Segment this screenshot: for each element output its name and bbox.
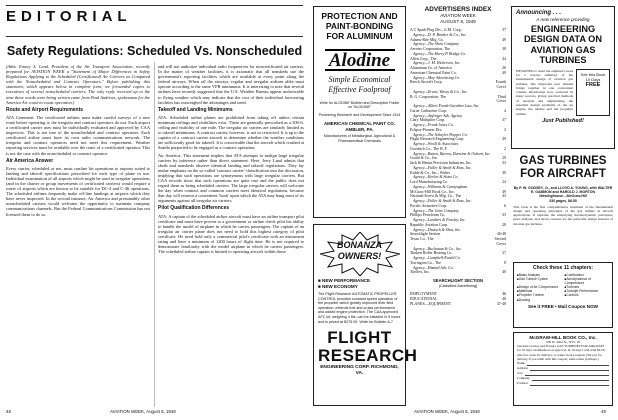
advertiser-page: 43 (502, 194, 506, 199)
chapter-item: ■ Materials (517, 289, 562, 293)
section-heading: EDITORIAL (6, 8, 132, 25)
advertiser-name: PLANES—EQUIPMENT (410, 301, 452, 306)
paragraph: ATA: A captain of the scheduled airline aircraft must have an airline transport pilot certificate and must have proven to a government or airline check pilot his ability to handle the model of airplane in which he carries passengers. The captain of an irregular air carrier plane does not need to hold this highest category of pilot certificate. He need hold only a commercial pilot's certificate with an instrument rating and have a minimum of 1200 hours of flight time. He is not required to demonstrate familiarity with the model airplane in which he carries passengers. The scheduled airline captain is limited to operating aircraft within those (158, 213, 304, 255)
free-box-line1: See this Book (580, 71, 606, 77)
advertiser-page: 49 (502, 137, 506, 142)
advertiser-name: Agency—J. M. Hickerson, Inc. (413, 61, 461, 66)
folio-text-right: AVIATION WEEK, August 8, 1949 (414, 409, 480, 414)
advertiser-name: Agency—Deutsch & Shea, Inc. (413, 227, 462, 232)
checklist-grid (517, 273, 609, 302)
coupon-field-line[interactable] (530, 381, 609, 386)
advertiser-name: Agency—The Schuyler Hopper Co. (413, 132, 468, 137)
advertiser-name: National Screw & Mfg. Co., The (410, 194, 462, 199)
advertiser-page: 26 (502, 66, 506, 70)
advertiser-name: Agency—Frank Jones Co. (413, 123, 454, 127)
chapter-item: ■ Ducting (517, 298, 562, 302)
advertiser-name: Torrington Co., The (410, 260, 441, 265)
see-free-line: See it FREE • Mail Coupon NOW (527, 303, 598, 309)
advertisers-index-date: AUGUST 8, 1949 (440, 19, 476, 24)
page-number-right: 49 (601, 409, 606, 414)
free-box-line3: FREE (585, 81, 601, 88)
advertiser-name: Agency—Keelor & Stites Co. (413, 175, 459, 180)
advertisers-index (410, 6, 506, 408)
subheading-air-america-answer: Air America Answer (6, 157, 54, 164)
advertiser-entry (410, 80, 506, 90)
searchlight-section-title: SEARCHLIGHT SECTION (432, 278, 484, 283)
alodine-tagline: Simple Economical Effective Foolproof (328, 75, 391, 94)
coupon-field-label: Address (517, 366, 528, 371)
advertiser-name: Beech Aircraft Corp. (410, 80, 443, 85)
advertiser-name: Agency—Erwin, Wasey & Co., Inc. (413, 89, 468, 94)
announce-row (516, 69, 610, 116)
advertiser-name: Gould & Co., Inc. (410, 156, 439, 161)
advertiser-name: Agency—Campbell-Ewald Co. (413, 256, 461, 260)
advertiser-page: 24 (502, 180, 506, 184)
top-rule (6, 5, 303, 6)
page-number-left: 48 (6, 409, 11, 414)
gas-turbines-description: This book is the first comprehensive treatment of the fundamental design and operating principles of the gas turbine in aircraft applications. It explains the underlying thermodynamic principles, gives analysis, and shows reasons for the particular design features of aviation gas turbines. (513, 204, 613, 226)
searchlight-list (410, 292, 506, 306)
paragraph: and will not authorize individual radio frequencies for noncertificated air carriers. In the matter of weather facilities, it is axiomatic that all nonskeds use the government's reporting facilities which are available at every point along the federal airways. When off the airways, regular and irregular airlines alike must operate according to the same VFR minimums. It is interesting to note that several airlines have recently suggested that the U.S. Weather Bureau appear unfavorable to flying weather which may indicate that the cost of their individual forecasting facilities has outweighed the advantages and need. (158, 64, 304, 105)
free-box-line2: 10 Days (585, 76, 601, 82)
alodine-pioneering-note: Pioneering Research and Development Since 1914 (318, 112, 401, 117)
paragraph: Every carrier, scheduled or not, must confine his operations to airports suited to landing and takeoff specifications prescribed for each type of plane in use. Individual examination of all airports which might be used in irregular operations (and in the charter or group movements of certificated carriers) would require a roster of airports which are known to be suitable for DC-4 and C-46 operations. The scheduled airlines frequently make off-line landings at airports which they have never inspected. In the second instance, Air America and presumably other nonscheduled carriers would welcome the opportunity to maintain company communications channels. But the Federal Communications Commission has not licensed them to do so. (6, 165, 150, 217)
alodine-brand: Alodine (325, 49, 395, 71)
advertiser-page: 6 (504, 203, 506, 208)
advertiser-name: Allen Corp., The (410, 56, 437, 61)
flight-research-location: ENGINEERING CORP. RICHMOND, VA. (320, 365, 399, 377)
paragraph: ATA Comment: The certificated airlines must make careful surveys of a new route before operating it; the irregular and contract operators do not. Each airport a certificated carrier uses must be individually evaluated and approved by CAA inspectors. This is not true of the nonscheduled and contract operators. Each certificated airline must have its own radio communications network. The irregular and contract operators need not meet this requirement. Weather reporting services must be available over the route of a certificated operator. This is not the case with the nonscheduled or contract operator. (6, 114, 150, 156)
editorial-column-2 (158, 64, 304, 404)
paragraph: Air America: This statement implies that ATA attempts to malign large irregular carriers by inference rather than direct statement. Here, Jerry Land admits that skeds and nonskeds observe identical landing and takeoff regulations. They lay undue emphasis on the so-called 'contract carrier' classification into the discussion, implying that such operations are synonymous with large irregular carriers. But CAA records show that such operations are quite rare and the public does not regard them as being scheduled carriers. The large irregular carriers will welcome the day when contract and common carriers meet identical regulations, because that day will remove a convenient 'hook' upon which the ATA may hang most of its arguments against all irregular air carriers. (158, 152, 304, 204)
advertiser-name: Agency—The Harry P. Bridge Co. (413, 51, 467, 56)
advertiser-page: 28 (502, 222, 506, 227)
advertiser-entry (410, 302, 506, 307)
free-exam-box (576, 69, 610, 116)
advertiser-name: Pacific Airmotive Corp. (410, 203, 448, 208)
gas-turbines-body (513, 186, 613, 226)
coupon-field-label: Name (517, 361, 525, 366)
coupon-publisher: McGRAW-HILL BOOK CO., Inc. (529, 335, 597, 340)
announce-label: Announcing . . . (516, 10, 561, 16)
advertiser-name: Agency—Fuller & Smith & Ross, Inc. (413, 199, 472, 203)
advertiser-page: 47-48 (496, 301, 506, 306)
advertiser-name: Flight Research Engineering Corp. (410, 137, 465, 142)
advertiser-page: 44 (502, 56, 506, 61)
advertiser-name: Agency—Woolf & Associates (413, 142, 459, 146)
advertiser-name: Texas Co., The (410, 237, 434, 241)
advertiser-page: 29 (502, 156, 506, 161)
advertiser-name: Agency—Buchanan & Co., Inc. (413, 246, 463, 251)
alodine-city: AMBLER, PA. (345, 127, 374, 133)
alodine-headline: PROTECTION AND PAINT-BONDING FOR ALUMINUM (321, 11, 398, 41)
bonanza-burst (320, 232, 400, 276)
subheading-pilot-qualification: Pilot Qualification Differences (158, 205, 230, 212)
folio-text-left: AVIATION WEEK, August 8, 1949 (110, 409, 176, 414)
advertiser-name: Agency—Fuller & Smith & Ross, Inc. (413, 165, 472, 170)
alodine-ad (313, 6, 406, 218)
advertisers-index-title: ADVERTISERS INDEX (424, 6, 492, 13)
advertiser-page: 33 (502, 161, 506, 165)
editorial-column-1 (6, 64, 150, 404)
chapter-item: ■ Turbines (565, 285, 610, 289)
advertiser-page: 49 (502, 70, 506, 75)
coupon-field-label: Position (517, 381, 528, 386)
coupon-field[interactable] (517, 381, 609, 386)
advertiser-name: Agency—Hazard Adv. Co. (413, 265, 454, 270)
advertiser-name: Goodrich Co., The B. F. (410, 146, 448, 151)
advertiser-name: A C Spark Plug Div., G.M. Corp. (410, 28, 462, 32)
advertiser-name: Agency—D. P. Brother & Co., Inc. (413, 32, 467, 37)
advertisers-list (410, 28, 506, 275)
advertiser-name: Carter Carburetor Corp. (410, 108, 448, 113)
advertiser-page: 49 (502, 189, 506, 194)
gas-turbines-publisher: Westinghouse—McGraw-Hill (539, 194, 587, 199)
column-divider (154, 62, 155, 407)
advertiser-page: Second Cover (494, 237, 506, 246)
advertiser-name: Republic Aviation Corp. (410, 222, 448, 227)
advertiser-name: Adams-Rite Mfg. Co. (410, 37, 444, 42)
bullet-performance: ■ NEW PERFORMANCE (318, 278, 371, 283)
advertiser-page: 46-48 (496, 232, 506, 237)
advertiser-name: Phillips Petroleum Co. (410, 213, 446, 218)
advertiser-name: American Chemical Paint Co. (410, 70, 457, 75)
advertiser-name: Aerotec Corporation, The (410, 47, 451, 51)
advertiser-name: B. G. Corporation, The (410, 94, 447, 99)
advertiser-page: 46 (502, 296, 506, 301)
gas-turbines-authors: By P. W. GODSEY, Jr., and LLOYD A. YOUNG, with WALTER E. GAMMON and HAROLD J. MORTON (513, 186, 613, 195)
gas-turbine-book-ad (511, 6, 615, 149)
advertiser-name: EDUCATIONAL (410, 296, 438, 301)
alodine-company: AMERICAN CHEMICAL PAINT CO. (323, 121, 396, 127)
advertiser-page: 40 (502, 270, 506, 275)
coupon-text: Send me Godsey and Young's GAS TURBINES FOR AIRCRAFT for 10 days' examination on approval. In 10 days I will send $6.50, plus few cents for delivery, or return book postpaid. (We pay for delivery if you remit with this coupon; same return privilege.) (517, 344, 606, 361)
advertiser-name: Jack & Heintz Precision Industries, Inc. (410, 161, 472, 165)
coupon-field-label: City (517, 371, 523, 376)
advertiser-name: Agency—The Gene Company (413, 208, 459, 213)
advertiser-name: Aluminum Co. of America (410, 66, 452, 70)
advertiser-entry (410, 95, 506, 105)
announce-sub: A new reference providing (536, 17, 590, 22)
order-coupon[interactable] (513, 332, 613, 406)
chapter-item: ■ Gas Turbine Cycles (517, 277, 562, 285)
heading-rule (6, 36, 303, 37)
announce-headline: ENGINEERING DESIGN DATA ON AVIATION GAS TURBINES (524, 24, 602, 66)
just-published: Just Published! (542, 117, 584, 124)
chapters-checklist (513, 262, 613, 328)
advertiser-page: 30 (502, 170, 506, 175)
editorial-title: Safety Regulations: Scheduled Vs. Nonscheduled (6, 44, 303, 58)
advertiser-page: 37 (502, 28, 506, 32)
advertiser-page: 49 (502, 37, 506, 42)
chapter-item: ■ Aerodynamics of Compressors (565, 277, 610, 285)
advertiser-name: Agency—Anfenger Adv. Agency (413, 113, 463, 118)
advertiser-page: 3 (504, 127, 506, 132)
advertiser-name: Agency—Batten, Barton, Durstine & Osborn, Inc. (413, 151, 491, 156)
subheading-takeoff-landing: Takeoff and Landing Minimums (158, 106, 233, 113)
checklist-title: Check these 11 chapters: (532, 265, 594, 271)
advertiser-name: Agency—Albert Frank-Guenther Law, Inc. (413, 104, 480, 108)
alodine-write-note: Write for ALODINE Bulletin and Descriptive Folder on "ALODINE" (319, 101, 400, 110)
advertiser-page: 8 (504, 260, 506, 265)
chapter-item: ■ Design of Air Compressors (517, 285, 562, 289)
advertiser-page: 33 (502, 213, 506, 218)
advertiser-page: 38 (502, 47, 506, 51)
advertiser-name: Agency—Williams & Cunnyngham (413, 184, 468, 189)
advertiser-page: 2 (504, 146, 506, 151)
flight-research-ad (313, 224, 418, 406)
advertiser-name: Searchlight Section (410, 232, 441, 237)
right-page (309, 0, 618, 420)
advertiser-name: Lord Manufacturing Co. (410, 180, 449, 184)
advertiser-page: 37 (502, 118, 506, 123)
chapter-item: ■ Turbojet Performance (565, 289, 610, 293)
editorial-intro: (Adm. Emory S. Land, President of the Air Transport Association, recently prepared for AVIATION WEEK a "Statement of Major Differences in Safety Regulations Applying to the Scheduled (Certificated) Air Carriers as Compared with the Nonscheduled and Contract Operators." Before publishing this statement, which appears below in complete form, we forwarded copies to executives of several nonscheduled carriers. The only reply received up to the time these words were being written came from Paul Andrews, spokesman for the America Air coast-to-coast operation.) (6, 64, 150, 105)
advertiser-name: Clary Multiplier Corp. (410, 118, 446, 123)
advertiser-name: McGraw-Hill Book Co., Inc. (410, 189, 455, 194)
coupon-address: 330 W. 42nd St., NYC 18 (546, 340, 580, 344)
advertiser-name: Timken Roller Bearing Co. (410, 251, 453, 256)
announce-body: DESIGNED to meet the engineer's need for a concise summary of the fundamental design of aviation gas turbines, this important new manual brings together in one convenient volume information now scattered in many sources, giving practical methods of analysis and emphasizing the essential design problems of the jet engine, the turbine and the propeller turbine. (516, 68, 573, 116)
chapter-item: ■ Basic Analysis (517, 273, 562, 277)
gas-turbines-price: 330 pages, $6.50 (549, 198, 577, 203)
advertiser-page: 4 (504, 108, 506, 113)
flight-research-body: The Flight Research AUTOMATIC PROPELLER CONTROL provides constant speed operation of the propeller which greatly improved their field operation, extends fuel and cruise performance and added engine protection. The CAA approved AFC kit, weighing 4 lbs. can be installed in 5 hours and is priced at $275.00. Write for Bulletin A-7 (318, 292, 401, 324)
advertiser-page: Fourth Cover (495, 80, 506, 89)
paragraph: ATA: Scheduled airline planes are prohibited from taking off unless certain minimum ceilings and visibilities exist. These are generally prescribed as a 300-ft. ceiling and visibility of one mile. The irregular air carriers are similarly limited as to takeoff minimums. A contract carrier, however, is not so restricted. It is up to the captain of a contract carrier aircraft to determine whether the weather conditions are sufficiently good for takeoff. It is conceivable that the aircraft which crashed at Seattle purported to be engaged as a contract operation. (158, 114, 304, 151)
advertiser-entry (410, 270, 506, 275)
coupon-field-label: Company (517, 376, 530, 381)
advertiser-page: 27 (502, 251, 506, 256)
advertiser-name: EMPLOYMENT (410, 292, 438, 296)
chapter-item: ■ Controls (565, 293, 610, 297)
bonanza-headline: BONANZA OWNERS! (337, 240, 382, 261)
chapter-item: ■ Propeller Turbine (517, 293, 562, 297)
chapter-item: ■ Combustion (565, 273, 610, 277)
flight-research-brand: FLIGHT RESEARCH (318, 328, 418, 366)
advertiser-name: Agency—May Advertising Co. (413, 75, 461, 80)
advertiser-name: Titeflex, Inc. (410, 270, 431, 275)
advertiser-name: Kidde & Co., Inc., Walter (410, 170, 451, 175)
advertiser-page: Third Cover (496, 94, 506, 104)
advertiser-name: Agency—The Shaw Company (413, 42, 460, 47)
alodine-makers: Manufacturers of Metallurgical, Agricultural & Pharmaceutical Chemicals (323, 134, 396, 143)
bullet-economy: ■ NEW ECONOMY (318, 284, 358, 289)
coupon-fields (517, 361, 609, 386)
searchlight-section-sub: (Classified Advertising) (438, 284, 478, 288)
advertiser-entry (410, 237, 506, 247)
subheading-route-airport: Route and Airport Requirements (6, 106, 84, 113)
advertiser-name: Eclipse-Pioneer Div. (410, 127, 443, 132)
advertisers-index-pub: AVIATION WEEK (440, 13, 476, 18)
gas-turbines-headline: GAS TURBINES FOR AIRCRAFT (519, 155, 607, 180)
advertiser-name: Agency—Lambert & Feasley, Inc. (413, 218, 466, 222)
advertiser-page: 46 (502, 292, 506, 296)
